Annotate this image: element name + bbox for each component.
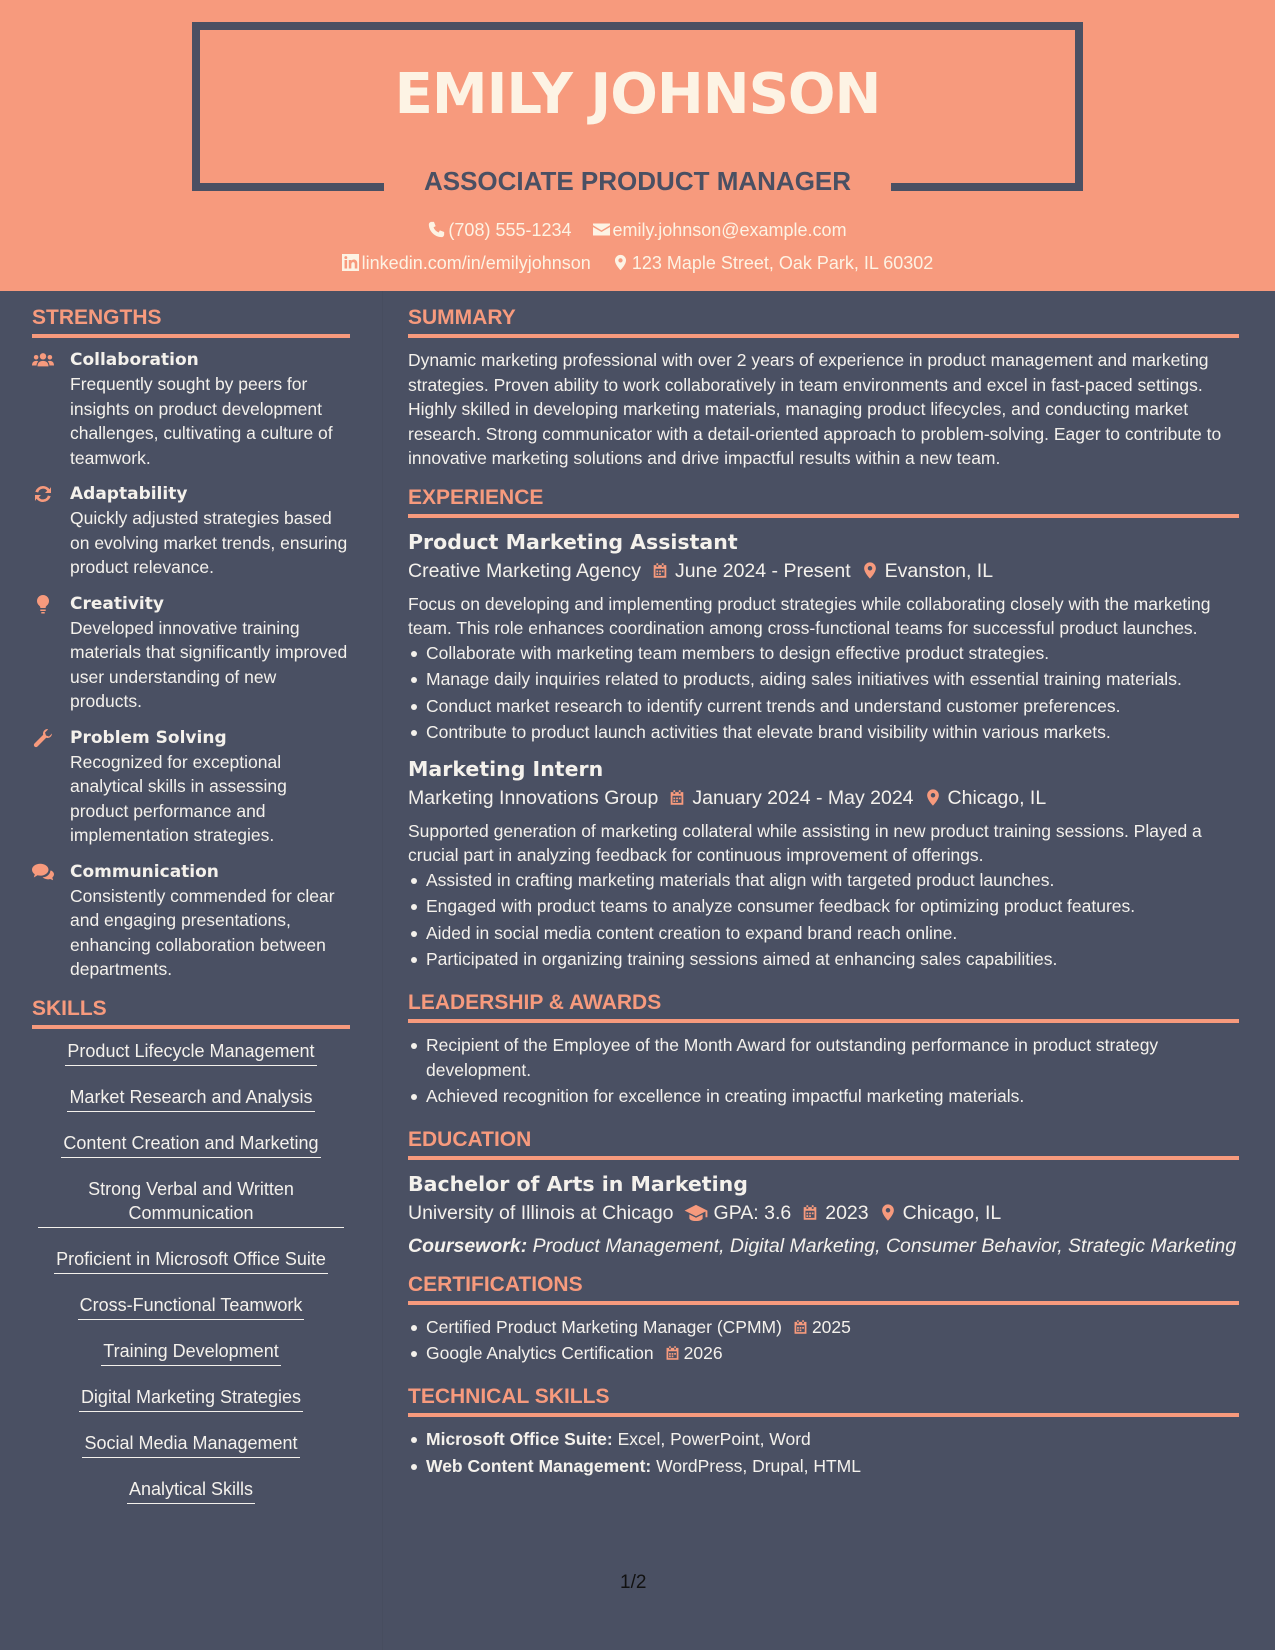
calendar-icon: [668, 788, 686, 807]
school: University of Illinois at Chicago: [408, 1201, 674, 1224]
email[interactable]: [593, 220, 847, 241]
leadership-heading: LEADERSHIP & AWARDS: [408, 990, 1239, 1023]
job-bullets: [408, 868, 1239, 972]
strength-item: [32, 592, 350, 714]
skill-item: Analytical Skills: [127, 1477, 255, 1504]
company: Creative Marketing Agency: [408, 559, 642, 582]
comments-icon: [32, 862, 54, 882]
strength-name: Creativity: [70, 593, 164, 614]
main-column: [408, 305, 1239, 1488]
sync-icon: [32, 484, 54, 504]
linkedin[interactable]: [342, 253, 591, 274]
coursework-label: Coursework:: [408, 1234, 528, 1257]
skills-heading: SKILLS: [32, 996, 350, 1029]
job-entry: [408, 528, 1239, 745]
skill-item: Proficient in Microsoft Office Suite: [54, 1247, 328, 1274]
map-pin-icon: [861, 561, 879, 580]
address: [612, 253, 934, 274]
list-item: Recipient of the Employee of the Month Award for outstanding performance in product strategy development.: [408, 1033, 1239, 1082]
strength-desc: Frequently sought by peers for insights on product development challenges, cultivating a culture of teamwork.: [70, 374, 333, 468]
strength-desc: Consistently commended for clear and engaging presentations, enhancing collaboration between departments.: [70, 885, 335, 980]
list-item: Participated in organizing training sessions aimed at enhancing sales capabilities.: [408, 947, 1239, 972]
grad-year: 2023: [825, 1201, 869, 1224]
degree: Bachelor of Arts in Marketing: [408, 1171, 748, 1196]
list-item: Contribute to product launch activities that elevate brand visibility within various markets.: [408, 720, 1239, 745]
strengths-heading: STRENGTHS: [32, 305, 350, 338]
technical-list: [408, 1427, 1239, 1478]
education-heading: EDUCATION: [408, 1127, 1239, 1160]
job-entry: [408, 755, 1239, 972]
skill-item: Training Development: [101, 1339, 280, 1366]
strength-item: [32, 860, 350, 982]
technical-heading: TECHNICAL SKILLS: [408, 1384, 1239, 1417]
strength-item: [32, 482, 350, 580]
wrench-icon: [32, 728, 54, 748]
skill-item: Social Media Management: [82, 1431, 299, 1458]
list-item: Manage daily inquiries related to products, aiding sales initiatives with essential training materials.: [408, 667, 1239, 692]
tech-label: Web Content Management:: [426, 1455, 652, 1476]
summary-text: Dynamic marketing professional with over 2 years of experience in product management and marketing strategies. Proven ability to work collaboratively in team environments and excel in fast-paced settings. Highly skilled in developing marketing materials, managing product lifecycles, and conducting market research. Strong communicator with a detail-oriented approach to problem-solving. Eager to contribute to innovative marketing solutions and drive impactful results within a new team.: [408, 350, 1222, 469]
company: Marketing Innovations Group: [408, 786, 659, 809]
list-item: Conduct market research to identify current trends and understand customer preferences.: [408, 694, 1239, 719]
list-item: [408, 1427, 1239, 1452]
cert-year: 2025: [811, 1316, 851, 1337]
list-item: Collaborate with marketing team members to design effective product strategies.: [408, 641, 1239, 666]
calendar-icon: [801, 1203, 819, 1222]
list-item: Aided in social media content creation to expand brand reach online.: [408, 921, 1239, 946]
header-band: [0, 0, 1275, 291]
page-number: 1/2: [620, 1572, 647, 1593]
strength-desc: Recognized for exceptional analytical skills in assessing product performance and implementation strategies.: [70, 751, 287, 846]
skill-item: Digital Marketing Strategies: [79, 1385, 303, 1412]
cert-year: 2026: [683, 1343, 723, 1364]
education-location: Chicago, IL: [902, 1201, 1002, 1224]
strength-item: [32, 726, 350, 848]
map-pin-icon: [879, 1203, 897, 1222]
sidebar: [32, 305, 350, 1523]
leadership-list: [408, 1033, 1239, 1109]
list-item: Assisted in crafting marketing materials that align with targeted product launches.: [408, 868, 1239, 893]
job-title: Product Marketing Assistant: [408, 529, 738, 554]
strength-name: Problem Solving: [70, 727, 227, 748]
cert-name: Certified Product Marketing Manager (CPMM): [426, 1316, 782, 1337]
lightbulb-icon: [32, 594, 54, 614]
phone-text: (708) 555-1234: [448, 220, 572, 240]
experience-heading: EXPERIENCE: [408, 485, 1239, 518]
tech-value: Excel, PowerPoint, Word: [617, 1429, 811, 1450]
coursework-text: Product Management, Digital Marketing, Consumer Behavior, Strategic Marketing: [532, 1234, 1237, 1257]
job-dates: January 2024 - May 2024: [692, 786, 914, 809]
job-bullets: [408, 641, 1239, 745]
candidate-name: EMILY JOHNSON: [394, 62, 881, 127]
candidate-title: ASSOCIATE PRODUCT MANAGER: [423, 166, 852, 196]
job-location: Evanston, IL: [884, 559, 994, 582]
map-pin-icon: [612, 254, 629, 271]
list-item: [408, 1454, 1239, 1479]
calendar-icon: [664, 1344, 681, 1362]
strength-name: Communication: [70, 861, 219, 882]
skill-item: Strong Verbal and Written Communication: [38, 1177, 344, 1228]
list-item: [408, 1315, 1239, 1340]
strength-name: Collaboration: [70, 350, 199, 371]
column-divider: [382, 291, 383, 1650]
tech-value: WordPress, Drupal, HTML: [656, 1455, 861, 1476]
users-icon: [32, 350, 54, 370]
contact-row-1: [0, 220, 1275, 241]
calendar-icon: [651, 561, 669, 580]
strength-desc: Quickly adjusted strategies based on evolving market trends, ensuring product relevance.: [70, 508, 348, 578]
skill-item: Product Lifecycle Management: [65, 1039, 316, 1066]
summary-heading: SUMMARY: [408, 305, 1239, 338]
job-meta: [408, 556, 1239, 586]
skill-item: Cross-Functional Teamwork: [78, 1293, 305, 1320]
certifications-heading: CERTIFICATIONS: [408, 1272, 1239, 1305]
skill-item: Content Creation and Marketing: [61, 1131, 320, 1158]
strength-desc: Developed innovative training materials that significantly improved user understanding of new products.: [70, 617, 348, 712]
coursework: [408, 1234, 1239, 1258]
certifications-list: [408, 1315, 1239, 1366]
skill-item: Market Research and Analysis: [67, 1085, 314, 1112]
strength-item: [32, 348, 350, 470]
email-text: emily.johnson@example.com: [612, 220, 847, 240]
strength-name: Adaptability: [70, 484, 188, 505]
list-item: Engaged with product teams to analyze consumer feedback for optimizing product features.: [408, 894, 1239, 919]
graduation-cap-icon: [684, 1203, 708, 1222]
job-title: Marketing Intern: [408, 756, 604, 781]
list-item: [408, 1341, 1239, 1366]
education-meta: [408, 1198, 1239, 1228]
envelope-icon: [593, 221, 610, 238]
job-description: Focus on developing and implementing product strategies while collaborating closely with the marketing team. This role enhances coordination among cross-functional teams for successful product launches.: [408, 593, 1211, 639]
skills-section: [32, 996, 350, 1523]
linkedin-icon: [342, 254, 359, 271]
map-pin-icon: [924, 788, 942, 807]
job-dates: June 2024 - Present: [675, 559, 851, 582]
phone-icon: [428, 221, 445, 238]
job-description: Supported generation of marketing collateral while assisting in new product training sessions. Played a crucial part in analyzing feedback for continuous improvement of offerings.: [408, 820, 1202, 866]
contact-row-2: [0, 253, 1275, 274]
list-item: Achieved recognition for excellence in creating impactful marketing materials.: [408, 1084, 1239, 1109]
job-location: Chicago, IL: [947, 786, 1047, 809]
job-meta: [408, 783, 1239, 813]
linkedin-text: linkedin.com/in/emilyjohnson: [361, 253, 591, 273]
gpa: GPA: 3.6: [713, 1201, 792, 1224]
address-text: 123 Maple Street, Oak Park, IL 60302: [631, 253, 934, 273]
cert-name: Google Analytics Certification: [426, 1343, 654, 1364]
skills-list: [32, 1039, 350, 1523]
phone[interactable]: [428, 220, 571, 241]
calendar-icon: [792, 1318, 809, 1336]
tech-label: Microsoft Office Suite:: [426, 1429, 613, 1450]
